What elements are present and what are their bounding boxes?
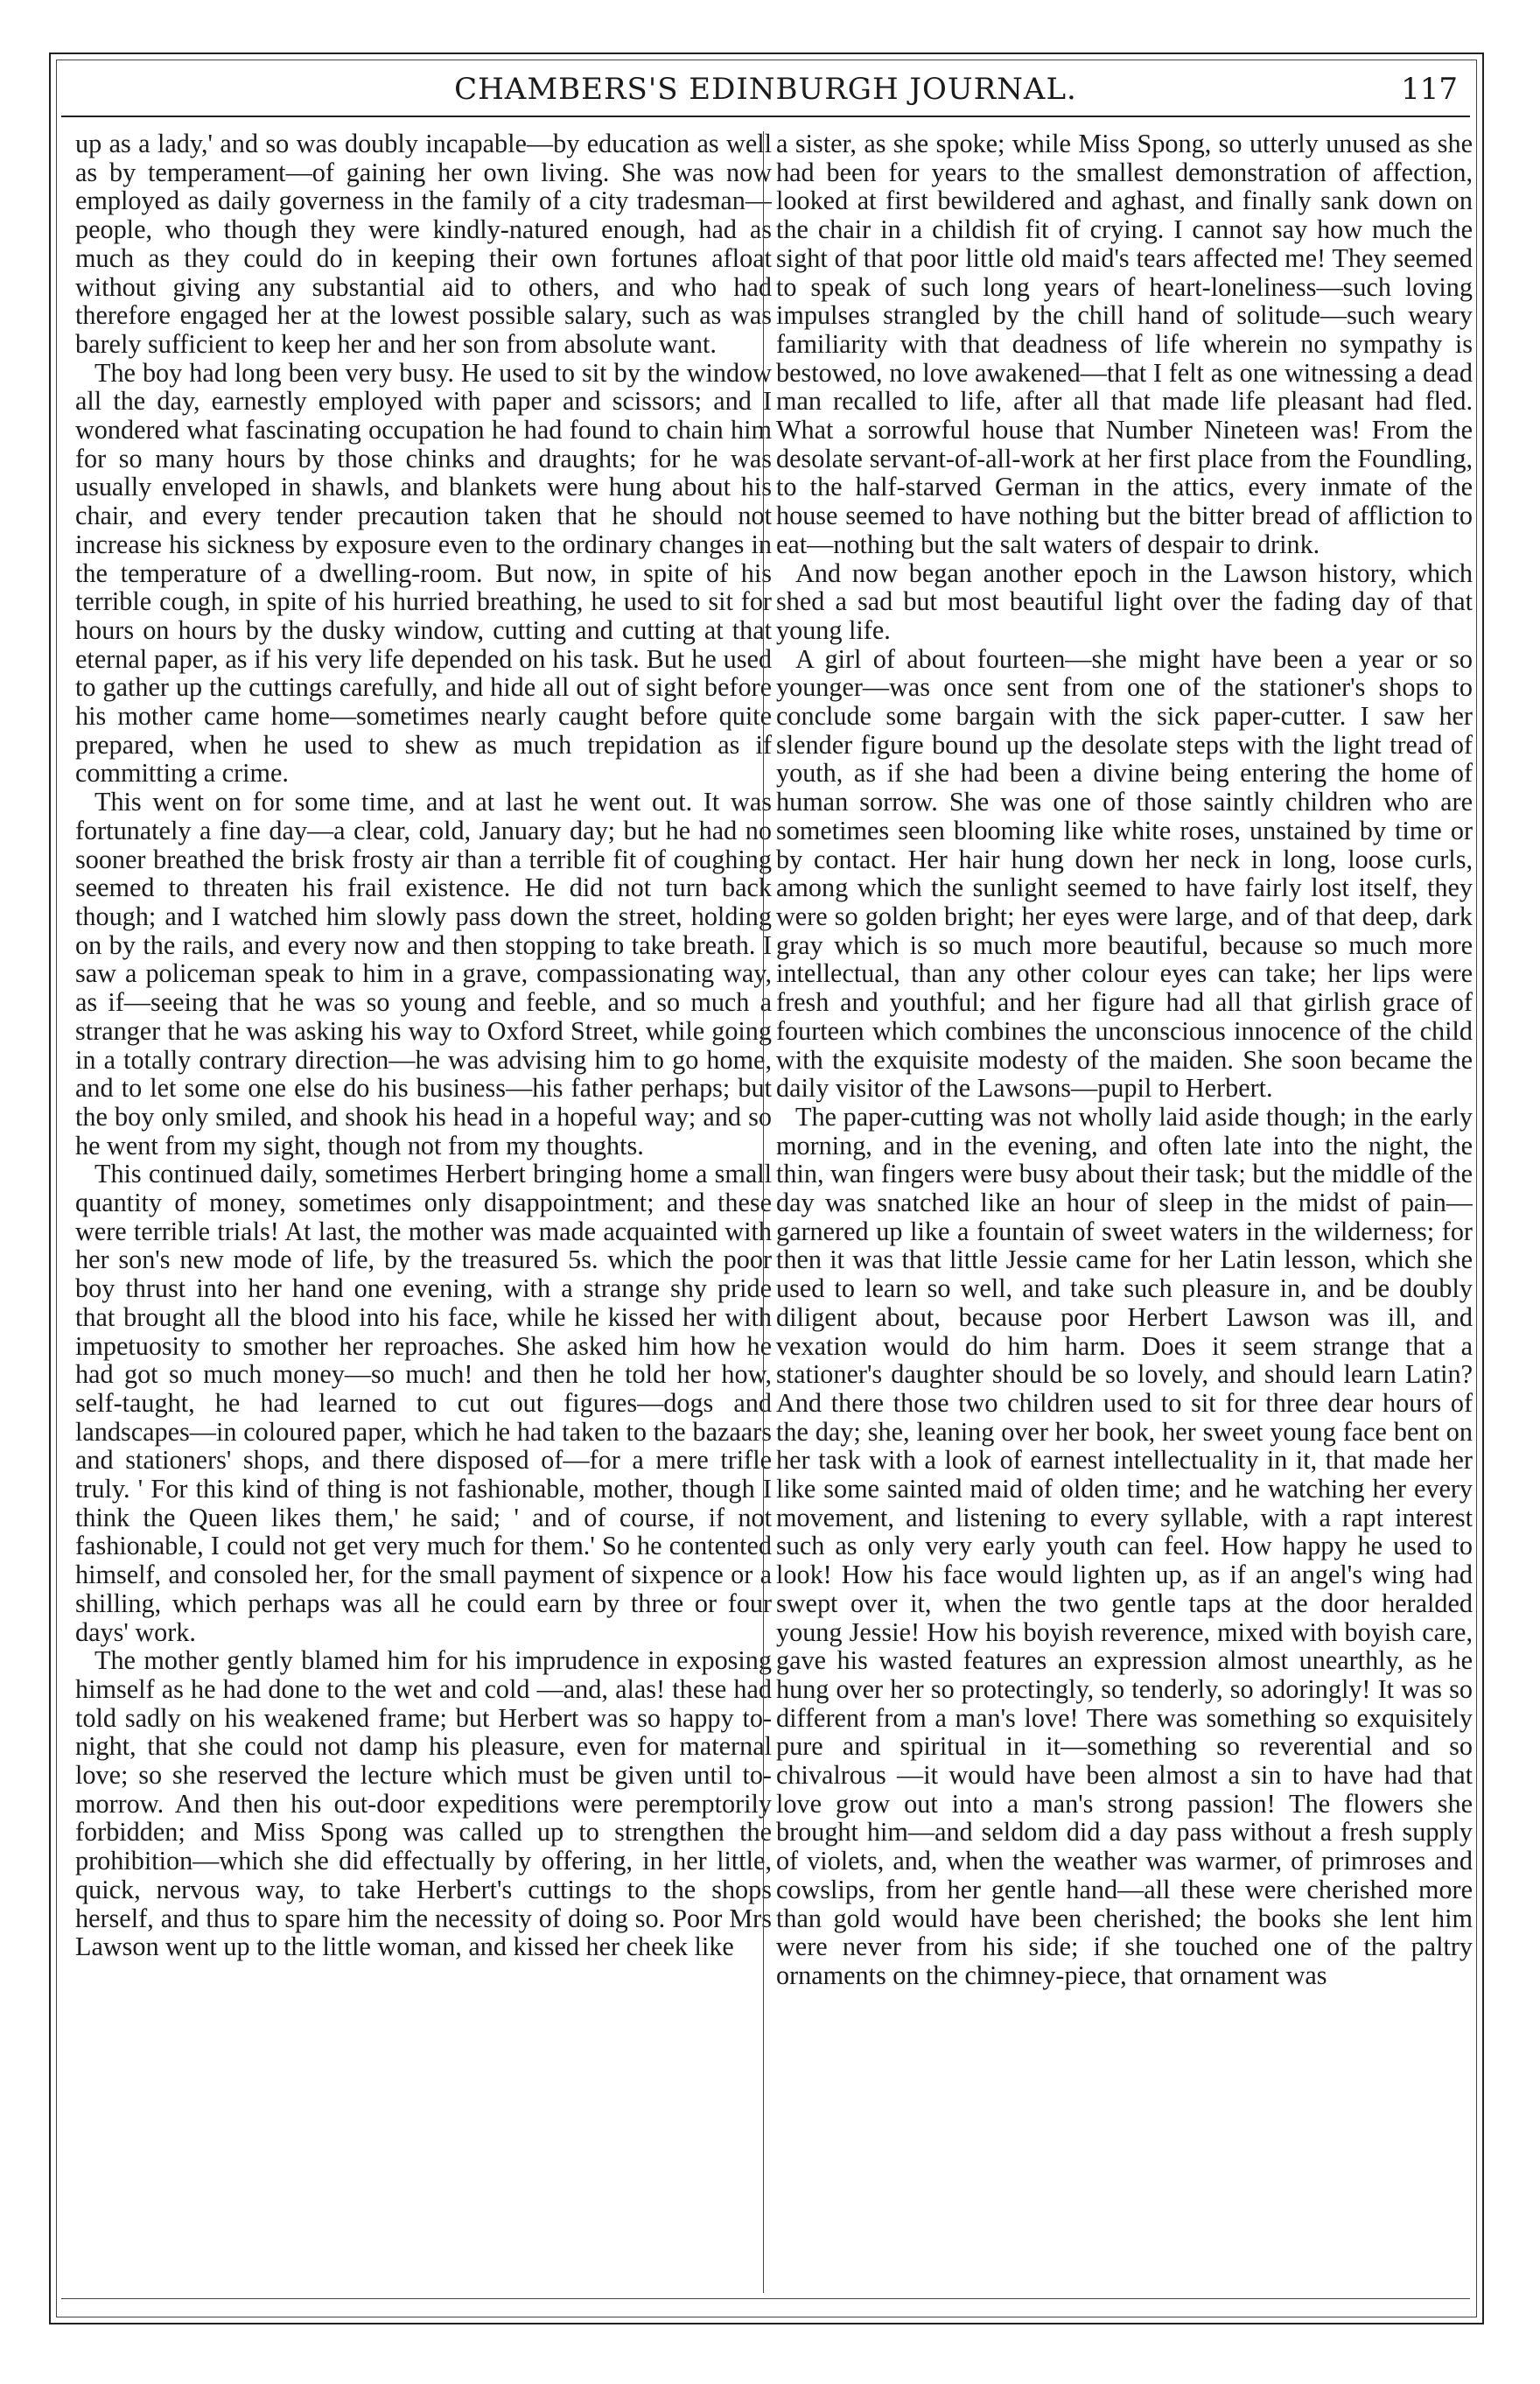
journal-title: CHAMBERS'S EDINBURGH JOURNAL. <box>454 72 1077 107</box>
left-column <box>75 130 772 2291</box>
paragraph: A girl of about fourteen—she might have been a year or so younger—was once sent from one of the stationer's shops to conclude some bargain with the sick paper-cutter. I saw her slender figure bound up the desolate steps with the light tread of youth, as if she had been a divine being entering the home of human sorrow. She was one of those saintly children who are sometimes seen blooming like white roses, unstained by time or by contact. Her hair hung down her neck in long, loose curls, among which the sunlight seemed to have fairly lost itself, they were so golden bright; her eyes were large, and of that deep, dark gray which is so much more beautiful, because so much more intellectual, than any other colour eyes can take; her lips were fresh and youthful; and her figure had all that girlish grace of fourteen which combines the unconscious innocence of the child with the exquisite modesty of the maiden. She soon became the daily visitor of the Lawsons—pupil to Herbert. <box>776 643 1473 1104</box>
paragraph: This continued daily, sometimes Herbert bringing home a small quantity of money, sometimes only disappointment; and these were terrible trials! At last, the mother was made acquainted with her son's new mode of life, by the treasured 5s. which the poor boy thrust into her hand one evening, with a strange shy pride that brought all the blood into his face, while he kissed her with impetuosity to smother her reproaches. She asked him how he had got so much money—so much! and then he told her how, self-taught, he had learned to cut out figures—dogs and landscapes—in coloured paper, which he had taken to the bazaars and stationers' shops, and there disposed of—for a mere trifle truly. ' For this kind of thing is not fashionable, mother, though I think the Queen likes them,' he said; ' and of course, if not fashionable, I could not get very much for them.' So he contented himself, and consoled her, for the small payment of sixpence or a shilling, which perhaps was all he could earn by three or four days' work. <box>75 1159 772 1647</box>
paragraph: up as a lady,' and so was doubly incapable—by education as well as by temperament—of gaining her own living. She was now employed as daily governess in the family of a city tradesman—people, who though they were kindly-natured enough, had as much as they could do in keeping their own fortunes afloat without giving any substantial aid to others, and who had therefore engaged her at the lowest possible salary, such as was barely sufficient to keep her and her son from absolute want. <box>75 130 772 359</box>
paragraph: The boy had long been very busy. He used to sit by the window all the day, earnestly employed with paper and scissors; and I wondered what fascinating occupation he had found to chain him for so many hours by those chinks and draughts; for he was usually enveloped in shawls, and blankets were hung about his chair, and every tender precaution taken that he should not increase his sickness by exposure even to the ordinary changes in the temperature of a dwelling-room. But now, in spite of his terrible cough, in spite of his hurried breathing, he used to sit for hours on hours by the dusky window, cutting and cutting at that eternal paper, as if his very life depended on his task. But he used to gather up the cuttings carefully, and hide all out of sight before his mother came home—sometimes nearly caught before quite prepared, when he used to shew as much trepidation as if committing a crime. <box>75 357 772 789</box>
paragraph: The paper-cutting was not wholly laid aside though; in the early morning, and in the evening, and often late into the night, the thin, wan fingers were busy about their task; but the middle of the day was snatched like an hour of sleep in the midst of pain—garnered up like a fountain of sweet waters in the wilderness; for then it was that little Jessie came for her Latin lesson, which she used to learn so well, and take such pleasure in, and be doubly diligent about, because poor Herbert Lawson was ill, and vexation would do him harm. Does it seem strange that a stationer's daughter should be so lovely, and should learn Latin? And there those two children used to sit for three dear hours of the day; she, leaning over her book, her sweet young face bent on her task with a look of earnest intellectuality in it, that made her like some sainted maid of olden time; and he watching her every movement, and listening to every syllable, with a rapt interest such as only very early youth can feel. How happy he used to look! How his face would lighten up, as if an angel's wing had swept over it, when the two gentle taps at the door heralded young Jessie! How his boyish reverence, mixed with boyish care, gave his wasted features an expression almost unearthly, as he hung over her so protectingly, so tenderly, so adoringly! It was so different from a man's love! There was something so exquisitely pure and spiritual in it—something so reverential and so chivalrous —it would have been almost a sin to have had that love grow out into a man's strong passion! The flowers she brought him—and seldom did a day pass without a fresh supply of violets, and, when the weather was warmer, of primroses and cowslips, from her gentle hand—all these were cherished more than gold would have been cherished; the books she lent him were never from his side; if she touched one of the paltry ornaments on the chimney-piece, that ornament was <box>776 1101 1473 1990</box>
column-divider <box>763 131 764 2293</box>
right-column <box>776 130 1473 2291</box>
bottom-rule <box>61 2298 1470 2299</box>
paragraph: The mother gently blamed him for his imprudence in exposing himself as he had done to the wet and cold —and, alas! these had told sadly on his weakened frame; but Herbert was so happy to-night, that she could not damp his pleasure, even for maternal love; so she reserved the lecture which must be given until to-morrow. And then his out-door expeditions were peremptorily forbidden; and Miss Spong was called up to strengthen the prohibition—which she did effectually by offering, in her little, quick, nervous way, to take Herbert's cuttings to the shops herself, and thus to spare him the necessity of doing so. Poor Mrs Lawson went up to the little woman, and kissed her cheek like <box>75 1645 772 1962</box>
paragraph: a sister, as she spoke; while Miss Spong, so utterly unused as she had been for years to the smallest demonstration of affection, looked at first bewildered and aghast, and finally sank down on the chair in a childish fit of crying. I cannot say how much the sight of that poor little old maid's tears affected me! They seemed to speak of such long years of heart-loneliness—such loving impulses strangled by the chill hand of solitude—such weary familiarity with that deadness of life wherein no sympathy is bestowed, no love awakened—that I felt as one witnessing a dead man recalled to life, after all that made life pleasant had fled. What a sorrowful house that Number Nineteen was! From the desolate servant-of-all-work at her first place from the Foundling, to the half-starved German in the attics, every inmate of the house seemed to have nothing but the bitter bread of affliction to eat—nothing but the salt waters of despair to drink. <box>776 130 1473 559</box>
page-number: 117 <box>1401 72 1458 107</box>
running-head <box>61 63 1470 117</box>
paragraph: This went on for some time, and at last he went out. It was fortunately a fine day—a clear, cold, January day; but he had no sooner breathed the brisk frosty air than a terrible fit of coughing seemed to threaten his frail existence. He did not turn back though; and I watched him slowly pass down the street, holding on by the rails, and every now and then stopping to take breath. I saw a policeman speak to him in a grave, compassionating way, as if—seeing that he was so young and feeble, and so much a stranger that he was asking his way to Oxford Street, while going in a totally contrary direction—he was advising him to go home, and to let some one else do his business—his father perhaps; but the boy only smiled, and shook his head in a hopeful way; and so he went from my sight, though not from my thoughts. <box>75 787 772 1160</box>
paragraph: And now began another epoch in the Lawson history, which shed a sad but most beautiful light over the fading day of that young life. <box>776 557 1473 645</box>
